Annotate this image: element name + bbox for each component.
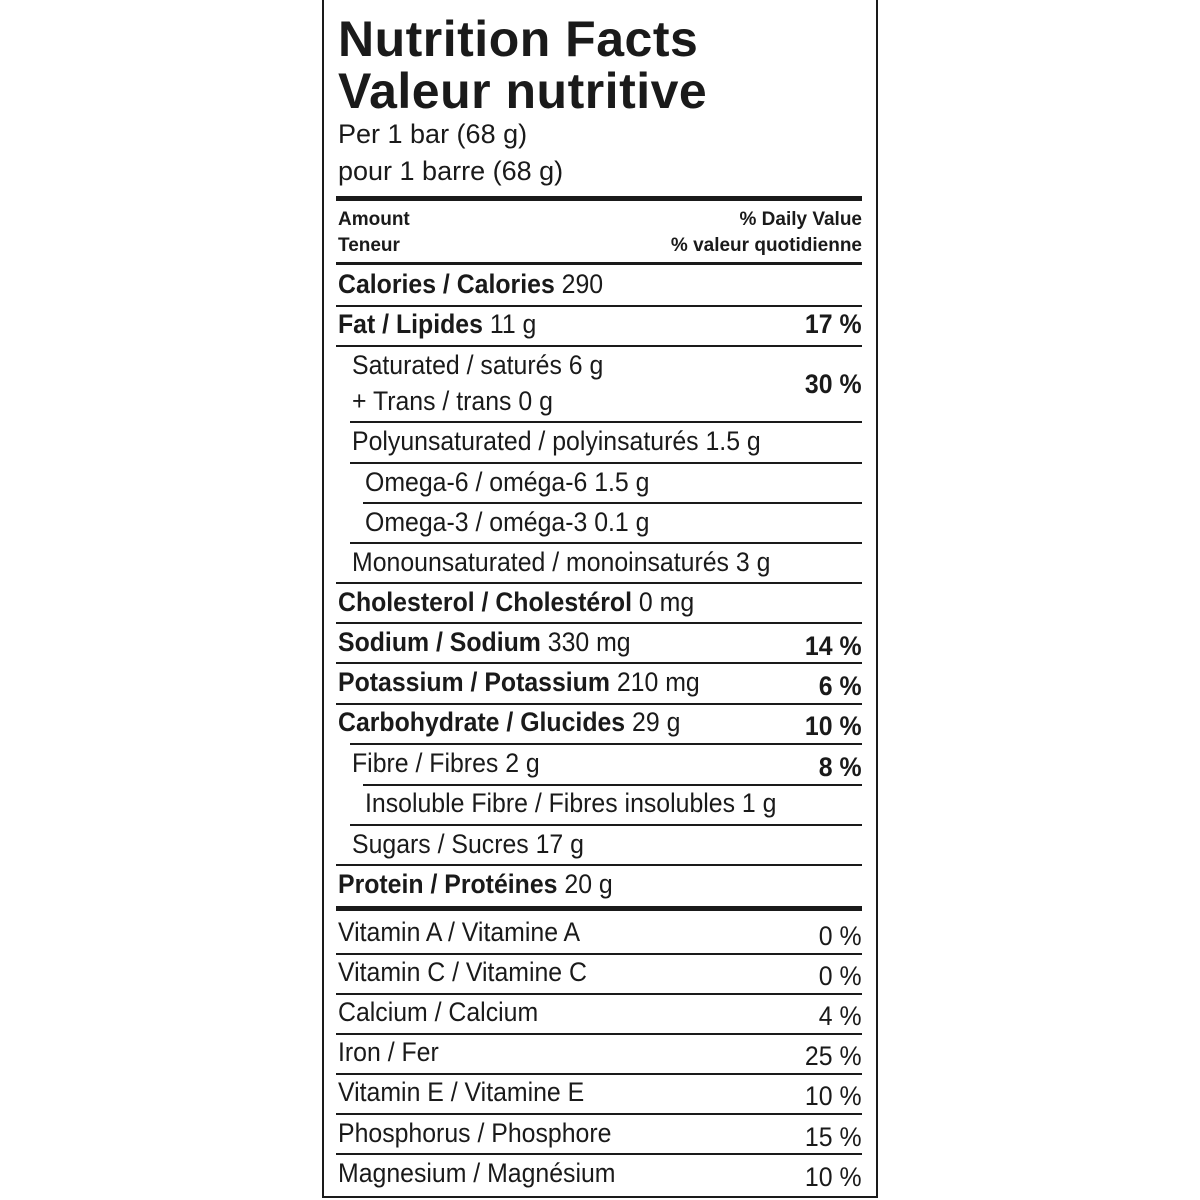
protein-label: Protein / Protéines: [338, 869, 558, 899]
divider: [336, 262, 862, 265]
sodium-label: Sodium / Sodium: [338, 627, 541, 657]
potassium-amount: 210 mg: [616, 667, 700, 697]
potassium-label: Potassium / Potassium: [338, 667, 610, 697]
carbohydrate-daily-value: 10 %: [805, 711, 862, 741]
iron-daily-value: 25 %: [805, 1041, 862, 1071]
divider: [336, 1113, 862, 1115]
cholesterol-row: [338, 589, 694, 616]
divider: [350, 462, 862, 464]
saturated-trans-daily-value: 30 %: [805, 369, 862, 399]
cholesterol-amount: 0 mg: [638, 587, 695, 617]
divider: [363, 502, 862, 504]
divider: [336, 1073, 862, 1075]
fat-daily-value: 17 %: [805, 309, 862, 339]
calcium-row: Calcium / Calcium: [338, 997, 539, 1027]
serving-size-french: pour 1 barre (68 g): [338, 156, 564, 186]
protein-row: [338, 871, 613, 898]
fibre-row: Fibre / Fibres 2 g: [352, 748, 540, 778]
fat-label: Fat / Lipides: [338, 309, 483, 339]
divider: [336, 1153, 862, 1155]
magnesium-row: Magnesium / Magnésium: [338, 1158, 616, 1188]
divider: [336, 703, 862, 705]
header-daily-value-english: % Daily Value: [739, 209, 862, 230]
divider: [336, 993, 862, 995]
fat-amount: 11 g: [489, 309, 537, 339]
divider: [336, 953, 862, 955]
carbohydrate-amount: 29 g: [632, 707, 681, 737]
header-daily-value-french: % valeur quotidienne: [670, 235, 862, 256]
sodium-row: [338, 629, 631, 656]
serving-size-english: Per 1 bar (68 g): [338, 119, 528, 149]
sodium-amount: 330 mg: [547, 627, 631, 657]
magnesium-daily-value: 10 %: [805, 1162, 862, 1192]
title-french: Valeur nutritive: [338, 63, 708, 119]
vitamin-a-row: Vitamin A / Vitamine A: [338, 917, 581, 947]
header-amount-french: Teneur: [338, 235, 400, 256]
divider: [336, 864, 862, 866]
carbohydrate-row: [338, 709, 680, 736]
divider-thick: [336, 906, 862, 911]
fat-row: [338, 311, 536, 338]
header-amount-english: Amount: [338, 209, 410, 230]
vitamin-e-row: Vitamin E / Vitamine E: [338, 1077, 585, 1107]
divider: [363, 784, 862, 786]
omega-6-row: Omega-6 / oméga-6 1.5 g: [365, 467, 650, 497]
calories-amount: 290: [561, 269, 604, 299]
polyunsaturated-row: Polyunsaturated / polyinsaturés 1.5 g: [352, 426, 761, 456]
fibre-daily-value: 8 %: [819, 752, 862, 782]
sugars-row: Sugars / Sucres 17 g: [352, 829, 584, 859]
protein-amount: 20 g: [564, 869, 613, 899]
divider: [336, 1033, 862, 1035]
trans-row: + Trans / trans 0 g: [352, 386, 553, 416]
sodium-daily-value: 14 %: [805, 631, 862, 661]
title-english: Nutrition Facts: [338, 11, 699, 67]
phosphorus-daily-value: 15 %: [805, 1122, 862, 1152]
divider: [350, 421, 862, 423]
divider: [350, 542, 862, 544]
vitamin-e-daily-value: 10 %: [805, 1081, 862, 1111]
vitamin-c-daily-value: 0 %: [819, 961, 862, 991]
insoluble-fibre-row: Insoluble Fibre / Fibres insolubles 1 g: [365, 788, 777, 818]
monounsaturated-row: Monounsaturated / monoinsaturés 3 g: [352, 547, 771, 577]
iron-row: Iron / Fer: [338, 1037, 439, 1067]
calories-label: Calories / Calories: [338, 269, 555, 299]
divider: [336, 345, 862, 347]
divider-thick: [336, 196, 862, 201]
divider: [336, 582, 862, 584]
divider: [350, 824, 862, 826]
cholesterol-label: Cholesterol / Cholestérol: [338, 587, 632, 617]
divider: [350, 743, 862, 745]
saturated-row: Saturated / saturés 6 g: [352, 350, 604, 380]
divider: [336, 662, 862, 664]
vitamin-a-daily-value: 0 %: [819, 921, 862, 951]
potassium-daily-value: 6 %: [819, 671, 862, 701]
calories-row: [338, 271, 603, 298]
potassium-row: [338, 669, 700, 696]
carbohydrate-label: Carbohydrate / Glucides: [338, 707, 626, 737]
divider: [336, 622, 862, 624]
calcium-daily-value: 4 %: [819, 1001, 862, 1031]
omega-3-row: Omega-3 / oméga-3 0.1 g: [365, 507, 650, 537]
divider: [336, 305, 862, 307]
phosphorus-row: Phosphorus / Phosphore: [338, 1118, 612, 1148]
vitamin-c-row: Vitamin C / Vitamine C: [338, 957, 587, 987]
